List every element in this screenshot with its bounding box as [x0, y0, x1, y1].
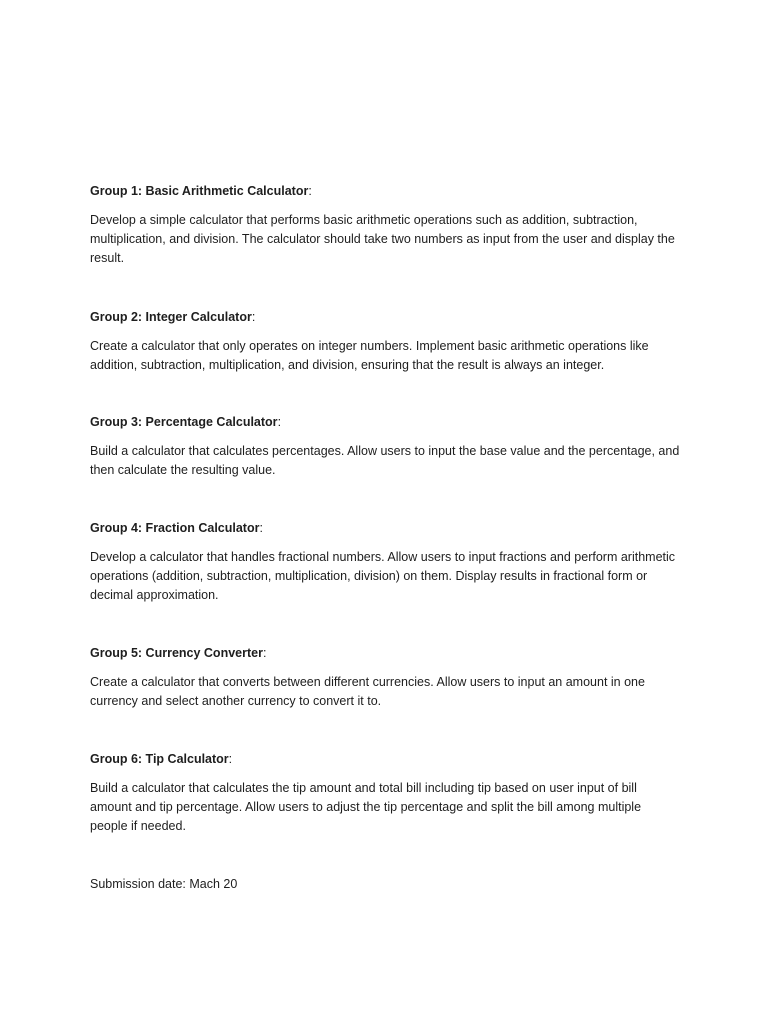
group-3-title: Group 3: Percentage Calculator [90, 415, 278, 429]
group-2-description: Create a calculator that only operates on integer numbers. Implement basic arithmetic operations like addition, subtraction, multiplication, and division, ensuring that the result is always an integer. [90, 339, 649, 372]
group-5-description: Create a calculator that converts between different currencies. Allow users to input an amount in one currency and select another currency to convert it to. [90, 675, 645, 708]
group-1-title-suffix: : [308, 184, 312, 198]
group-3-description: Build a calculator that calculates percentages. Allow users to input the base value and the percentage, and then calculate the resulting value. [90, 444, 680, 477]
group-3-section [90, 413, 680, 480]
group-5-title-suffix: : [262, 646, 267, 660]
group-6-title-suffix: : [228, 752, 233, 766]
group-5-heading [90, 644, 680, 663]
group-4-description: Develop a calculator that handles fractional numbers. Allow users to input fractions and perform arithmetic operations (addition, subtraction, multiplication, division) on them. Display results in fractional form or decimal approximation. [90, 550, 676, 602]
group-4-heading [90, 519, 680, 538]
group-3-title-suffix: : [277, 415, 282, 429]
group-1-title: Group 1: Basic Arithmetic Calculator [90, 184, 309, 198]
group-6-title: Group 6: Tip Calculator [90, 752, 229, 766]
group-5-section [90, 644, 680, 711]
group-1-description: Develop a simple calculator that performs basic arithmetic operations such as addition, subtraction, multiplication, and division. The calculator should take two numbers as input from the user and display the result. [90, 213, 675, 265]
group-4-title: Group 4: Fraction Calculator [90, 521, 260, 535]
group-1-heading [90, 182, 680, 201]
group-6-description: Build a calculator that calculates the tip amount and total bill including tip based on user input of bill amount and tip percentage. Allow users to adjust the tip percentage and split the bill among multiple people if needed. [90, 781, 642, 833]
group-2-title: Group 2: Integer Calculator [90, 310, 252, 324]
group-4-section [90, 519, 680, 605]
group-3-heading [90, 413, 680, 432]
group-4-title-suffix: : [259, 521, 263, 535]
group-2-title-suffix: : [251, 310, 256, 324]
submission-date: Submission date: Mach 20 [90, 877, 238, 891]
group-2-section [90, 308, 680, 375]
group-6-heading [90, 750, 680, 769]
group-1-section [90, 182, 680, 268]
group-5-title: Group 5: Currency Converter [90, 646, 263, 660]
group-6-section [90, 750, 680, 836]
group-2-heading [90, 308, 680, 327]
